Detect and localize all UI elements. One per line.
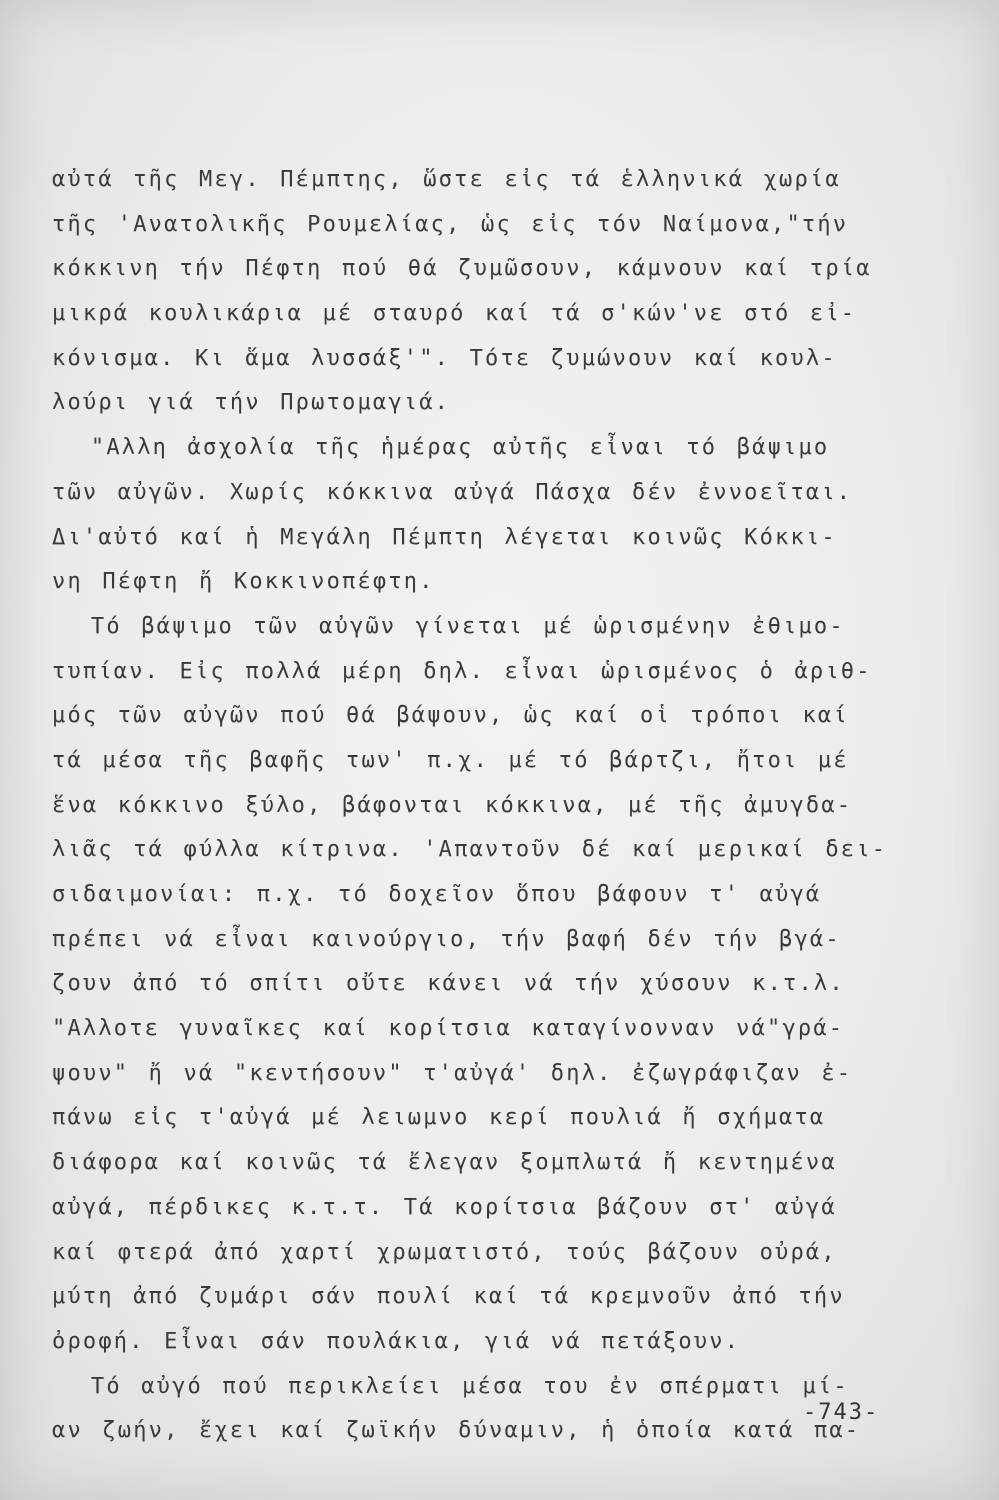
text-line: πάνω εἰς τ'αὐγά μέ λειωμνο κερί πουλιά ἤ σχήματα bbox=[52, 1105, 826, 1131]
text-line: Δι'αὐτό καί ἡ Μεγάλη Πέμπτη λέγεται κοινῶς Κόκκι- bbox=[52, 524, 837, 550]
text-line: ζουν ἀπό τό σπίτι οὔτε κάνει νά τήν χύσουν κ.τ.λ. bbox=[52, 971, 845, 997]
text-line: πρέπει νά εἶναι καινούργιο, τήν βαφή δέν τήν βγά- bbox=[52, 926, 841, 952]
text-line: αν ζωήν, ἔχει καί ζωϊκήν δύναμιν, ἡ ὁποία κατά πα- bbox=[52, 1418, 861, 1444]
text-line: μύτη ἀπό ζυμάρι σάν πουλί καί τά κρεμνοῦν ἀπό τήν bbox=[52, 1284, 845, 1310]
text-line: αὐτά τῆς Μεγ. Πέμπτης, ὥστε εἰς τά ἑλληνικά χωρία bbox=[52, 167, 841, 192]
text-line: νη Πέφτη ἤ Κοκκινοπέφτη. bbox=[52, 569, 435, 595]
text-line: λιᾶς τά φύλλα κίτρινα. 'Απαντοῦν δέ καί μερικαί δει- bbox=[52, 837, 888, 863]
page-number: -743- bbox=[803, 1400, 880, 1425]
text-line: Τό αὐγό πού περικλείει μέσα του ἐν σπέρματι μί- bbox=[52, 1373, 849, 1399]
text-line: σιδαιμονίαι: π.χ. τό δοχεῖον ὅπου βάφουν τ' αὐγά bbox=[52, 882, 822, 907]
text-line: καί φτερά ἀπό χαρτί χρωματιστό, τούς βάζουν οὐρά, bbox=[52, 1239, 837, 1265]
text-line: Τό βάψιμο τῶν αὐγῶν γίνεται μέ ὡρισμένην ἐθιμο- bbox=[52, 613, 845, 639]
text-line: ψουν" ἤ νά "κεντήσουν" τ'αὐγά' δηλ. ἐζωγράφιζαν ἐ- bbox=[52, 1060, 853, 1086]
text-line: τυπίαν. Εἰς πολλά μέρη δηλ. εἶναι ὡρισμένος ὁ ἀριθ- bbox=[52, 658, 872, 684]
text-line: "Αλλοτε γυναῖκες καί κορίτσια καταγίνονναν νά"γρά- bbox=[52, 1016, 845, 1042]
text-line: μικρά κουλικάρια μέ σταυρό καί τά σ'κών'νε στό εἰ- bbox=[52, 301, 857, 327]
text-line: λούρι γιά τήν Πρωτομαγιά. bbox=[52, 390, 451, 416]
text-line: ὀροφή. Εἶναι σάν πουλάκια, γιά νά πετάξουν. bbox=[52, 1328, 741, 1354]
text-line: κόκκινη τήν Πέφτη πού θά ζυμῶσουν, κάμνουν καί τρία bbox=[52, 256, 872, 282]
text-line: "Αλλη ἀσχολία τῆς ἡμέρας αὐτῆς εἶναι τό βάψιμο bbox=[52, 435, 830, 461]
text-line: μός τῶν αὐγῶν πού θά βάψουν, ὡς καί οἱ τρόποι καί bbox=[52, 703, 849, 729]
body-text bbox=[52, 158, 912, 1454]
text-line: διάφορα καί κοινῶς τά ἔλεγαν ξομπλωτά ἤ κεντημένα bbox=[52, 1150, 837, 1176]
text-line: κόνισμα. Κι ἅμα λυσσάξ'". Τότε ζυμώνουν καί κουλ- bbox=[52, 345, 837, 371]
text-line: αὐγά, πέρδικες κ.τ.τ. Τά κορίτσια βάζουν στ' αὐγά bbox=[52, 1194, 837, 1220]
text-line: τά μέσα τῆς βαφῆς των' π.χ. μέ τό βάρτζι, ἤτοι μέ bbox=[52, 747, 849, 773]
text-line: ἕνα κόκκινο ξύλο, βάφονται κόκκινα, μέ τῆς ἀμυγδα- bbox=[52, 792, 853, 818]
text-line: τῆς 'Ανατολικῆς Ρουμελίας, ὡς εἰς τόν Ναίμονα,"τήν bbox=[52, 211, 849, 237]
text-line: τῶν αὐγῶν. Χωρίς κόκκινα αὐγά Πάσχα δέν ἐννοεῖται. bbox=[52, 479, 853, 505]
